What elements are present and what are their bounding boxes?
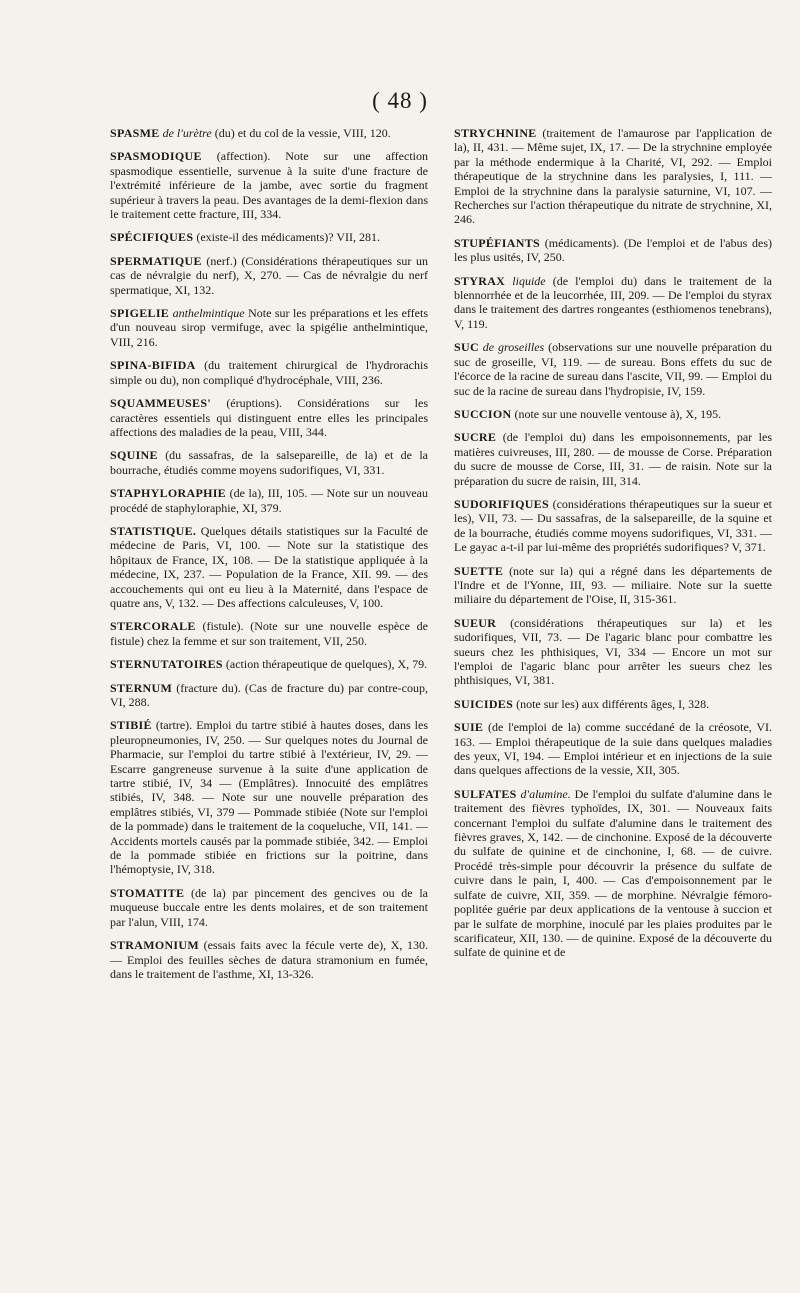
entry-text: (note sur une nouvelle ventouse à), X, 195. (514, 406, 722, 421)
index-entry (454, 430, 772, 488)
entry-text: (éruptions). Considérations sur les caractères essentiels qui distinguent entre elles les principales affections des maladies de la peau, VIII, 344. (110, 396, 428, 439)
entry-text: (traitement de l'amaurose par l'application de la), II, 431. — Même sujet, IX, 17. — De la strychnine employée par la méthode endermique à la Charité, VI, 292. — Emploi thérapeutique de la strychnine dans les paralysies, I, 111. — Emploi de la strychnine dans la paralysie saturnine, VI, 107. — Recherches sur l'action thérapeutique du nitrate de strychnine, XI, 246. (454, 126, 772, 227)
entry-text: (essais faits avec la fécule verte de), X, 130. — Emploi des feuilles sèches de datura stramonium en fumée, dans le traitement de l'asthme, XI, 13-326. (110, 938, 428, 981)
entry-qualifier: d'alumine. (520, 786, 571, 801)
page-number: ( 48 ) (372, 88, 428, 113)
index-entry (110, 254, 428, 297)
entry-text: (action thérapeutique de quelques), X, 79. (225, 657, 428, 672)
index-entry (454, 564, 772, 607)
entry-headword: SULFATES (454, 786, 517, 801)
entry-qualifier: de l'urètre (162, 126, 212, 140)
index-entry (454, 407, 772, 421)
index-entry (110, 149, 428, 221)
entry-text: (considérations thérapeutiques sur la sueur et les), VII, 73. — Du sassafras, de la salsepareille, de la squine et de la bourrache, étudiés comme moyens sudorifiques, VI, 331. — Le gayac a-t-il par lui-même des propriétés sudorifiques? V, 371. (454, 496, 773, 555)
index-entry (110, 886, 428, 929)
index-entry (110, 306, 428, 349)
index-entry (110, 486, 428, 515)
index-entry (110, 230, 428, 244)
entry-headword: SUDORIFIQUES (454, 496, 549, 511)
entry-headword: SPINA-BIFIDA (110, 358, 196, 373)
index-columns (110, 126, 772, 990)
entry-headword: SUEUR (454, 615, 497, 630)
right-column (454, 126, 772, 990)
entry-text: (observations sur une nouvelle préparation du suc de groseille, VI, 119. — de sureau. Bons effets du suc de l'écorce de la racine de sureau dans l'ascite, VII, 99. — Emploi du suc de la racine de sureau dans l'hydropisie, IV, 159. (454, 340, 773, 398)
index-entry (110, 681, 428, 710)
index-entry (454, 720, 772, 778)
index-entry (454, 236, 772, 265)
entry-text: Note sur les préparations et les effets d'un nouveau sirop vermifuge, avec la spigélie anthelmintique, VIII, 216. (110, 306, 428, 349)
index-entry (110, 619, 428, 648)
entry-headword: SUIE (454, 720, 484, 735)
entry-text: (nerf.) (Considérations thérapeutiques sur un cas de névralgie du nerf), X, 270. — Cas de névralgie du nerf spermatique, XI, 132. (110, 253, 428, 297)
entry-text: Quelques détails statistiques sur la Faculté de médecine de Paris, VI, 100. — Note sur la statistique des hôpitaux de France, IX, 108. — De la statistique appliquée à la médecine, IX, 237. — Population de la France, XII. 99. — des accouchements qui ont eu lieu à la Maternité, dans l'espace de quatre ans, V, 132. — Des affections calculeuses, V, 100. (110, 523, 429, 610)
entry-text: (note sur les) aux différents âges, I, 328. (516, 696, 710, 711)
index-entry (110, 358, 428, 387)
entry-text: De l'emploi du sulfate d'alumine dans le traitement des fièvres typhoïdes, IX, 301. — Nouveaux faits concernant l'emploi du sulfate d'alumine dans le traitement des fièvres graves, X, 142. — de cinchonine. Exposé de la découverte du sulfate de quinine et de cinchonine, I, 68. — de cuivre. Procédé très-simple pour découvrir la présence du sulfate de cuivre dans le pain, I, 400. — Cas d'empoisonnement par le sulfate de cuivre, XII, 359. — de morphine. Névralgie fémoro-poplitée guérie par deux applications de la ventouse à succion et par le sulfate de morphine, inoculé par les plaies produites par le scarificateur, XII, 130. — de quinine. Exposé de la découverte du sulfate de quinine et de (454, 786, 773, 960)
entry-headword: SQUAMMEUSES' (110, 396, 211, 411)
entry-text: (de la), III, 105. — Note sur un nouveau procédé de staphyloraphie, XI, 379. (110, 486, 428, 515)
entry-headword: SUETTE (454, 563, 504, 578)
entry-headword: SUICIDES (454, 696, 514, 711)
entry-headword: SUCCION (454, 406, 512, 421)
index-entry (110, 524, 428, 610)
entry-qualifier: liquide (512, 273, 546, 288)
index-entry (110, 396, 428, 439)
index-entry (110, 718, 428, 876)
entry-text: (médicaments). (De l'emploi et de l'abus des) les plus usités, IV, 250. (454, 235, 773, 265)
entry-headword: STERNUM (110, 680, 173, 695)
entry-headword: STERNUTATOIRES (110, 657, 223, 672)
index-entry (454, 697, 772, 711)
entry-text: (du sassafras, de la salsepareille, de la) et de la bourrache, étudiés comme moyens sudorifiques, VI, 331. (110, 448, 428, 477)
index-entry (110, 938, 428, 981)
entry-qualifier: anthelmintique (172, 306, 245, 321)
entry-headword: SPASMODIQUE (110, 149, 202, 164)
entry-headword: STRYCHNINE (454, 126, 537, 140)
entry-headword: SPASME (110, 126, 160, 140)
left-column (110, 126, 428, 990)
entry-qualifier: de groseilles (482, 340, 545, 355)
entry-headword: STRAMONIUM (110, 938, 199, 953)
entry-headword: STOMATITE (110, 885, 185, 900)
entry-headword: STYRAX (454, 273, 506, 288)
entry-headword: SPÉCIFIQUES (110, 230, 194, 245)
entry-headword: SUCRE (454, 430, 497, 445)
entry-text: (de la) par pincement des gencives ou de la muqueuse buccale entre les dents molaires, et de son traitement par l'alun, VIII, 174. (110, 885, 428, 929)
entry-headword: STATISTIQUE. (110, 523, 197, 538)
entry-text: (de l'emploi du) dans les empoisonnements, par les matières cuivreuses, III, 280. — de mousse de Corse. Préparation du sucre de mousse de Corse, III, 31. — de raisin. Note sur la préparation du sucre de raisin, III, 314. (454, 430, 773, 488)
entry-headword: SUC (454, 340, 479, 355)
index-entry (110, 657, 428, 671)
index-entry (454, 616, 772, 688)
entry-text: (du traitement chirurgical de l'hydrorachis simple ou du), non compliqué d'hydrocéphale, VIII, 236. (110, 358, 429, 387)
entry-text: (de l'emploi de la) comme succédané de la créosote, VI. 163. — Emploi thérapeutique de la suie dans quelques maladies des yeux, VI, 194. — Emploi intérieur et en injections de la suie dans quelques affections de la vessie, XII, 305. (454, 720, 772, 778)
index-entry (110, 448, 428, 477)
entry-headword: STIBIÉ (110, 718, 152, 733)
entry-headword: STAPHYLORAPHIE (110, 486, 226, 501)
entry-headword: SPERMATIQUE (110, 253, 202, 268)
index-entry (454, 497, 772, 555)
index-entry (110, 126, 428, 140)
entry-text: (de l'emploi du) dans le traitement de la blennorrhée et de la leucorrhée, III, 209. — De l'emploi du styrax dans le traitement des dartres rongeantes (esthiomenos tenebrans), V, 119. (454, 273, 773, 331)
entry-text: (fracture du). (Cas de fracture du) par contre-coup, VI, 288. (110, 680, 428, 709)
entry-text: (note sur la) qui a régné dans les départements de l'Indre et de l'Yonne, III, 93. — miliaire. Note sur la suette miliaire du département de l'Oise, II, 315-361. (454, 563, 773, 607)
index-entry (454, 274, 772, 332)
index-entry (454, 126, 772, 227)
entry-headword: SQUINE (110, 448, 158, 463)
entry-text: (existe-il des médicaments)? VII, 281. (196, 230, 381, 245)
entry-text: (du) et du col de la vessie, VIII, 120. (214, 126, 391, 140)
entry-text: (fistule). (Note sur une nouvelle espèce de fistule) chez la femme et sur son traitement, VII, 250. (110, 619, 429, 648)
entry-text: (tartre). Emploi du tartre stibié à hautes doses, dans les pleuropneumonies, IV, 250. — Sur quelques notes du Journal de Pharmacie, sur l'emploi du tartre stibié à l'extérieur, IV, 29. — Escarre gangreneuse survenue à la suite d'une application de tartre stibié, IV, 34 — (Emplâtres). Innocuité des emplâtres stibiés, IV, 348. — Note sur une nouvelle préparation des emplâtres stibiés, VI, 379 — Pommade stibiée (Note sur l'emploi de la pommade) dans le traitement de la coqueluche, VII, 141. — Accidents mortels causés par la pommade stibiée, 342. — Emploi de la pommade stibiée en frictions sur la poitrine, dans l'hémoptysie, IV, 318. (110, 718, 429, 877)
entry-headword: STERCORALE (110, 619, 196, 634)
index-entry (454, 340, 772, 398)
entry-headword: STUPÉFIANTS (454, 235, 540, 250)
entry-headword: SPIGELIE (110, 306, 170, 321)
entry-text: (affection). Note sur une affection spasmodique essentielle, survenue à la suite d'une fracture de l'extrémité inférieure de la jambe, avec sortie du fragment supérieur à travers la peau. Des avantages de la demi-flexion dans le traitement cette fracture, III, 334. (110, 149, 428, 222)
index-entry (454, 787, 772, 960)
entry-text: (considérations thérapeutiques sur la) et les sudorifiques, VII, 73. — De l'agaric blanc pour combattre les sueurs chez les phthisiques, VI, 334 — Encore un mot sur l'emploi de l'agaric blanc pour arrêter les sueurs chez les phthisiques, VI, 381. (454, 615, 772, 688)
